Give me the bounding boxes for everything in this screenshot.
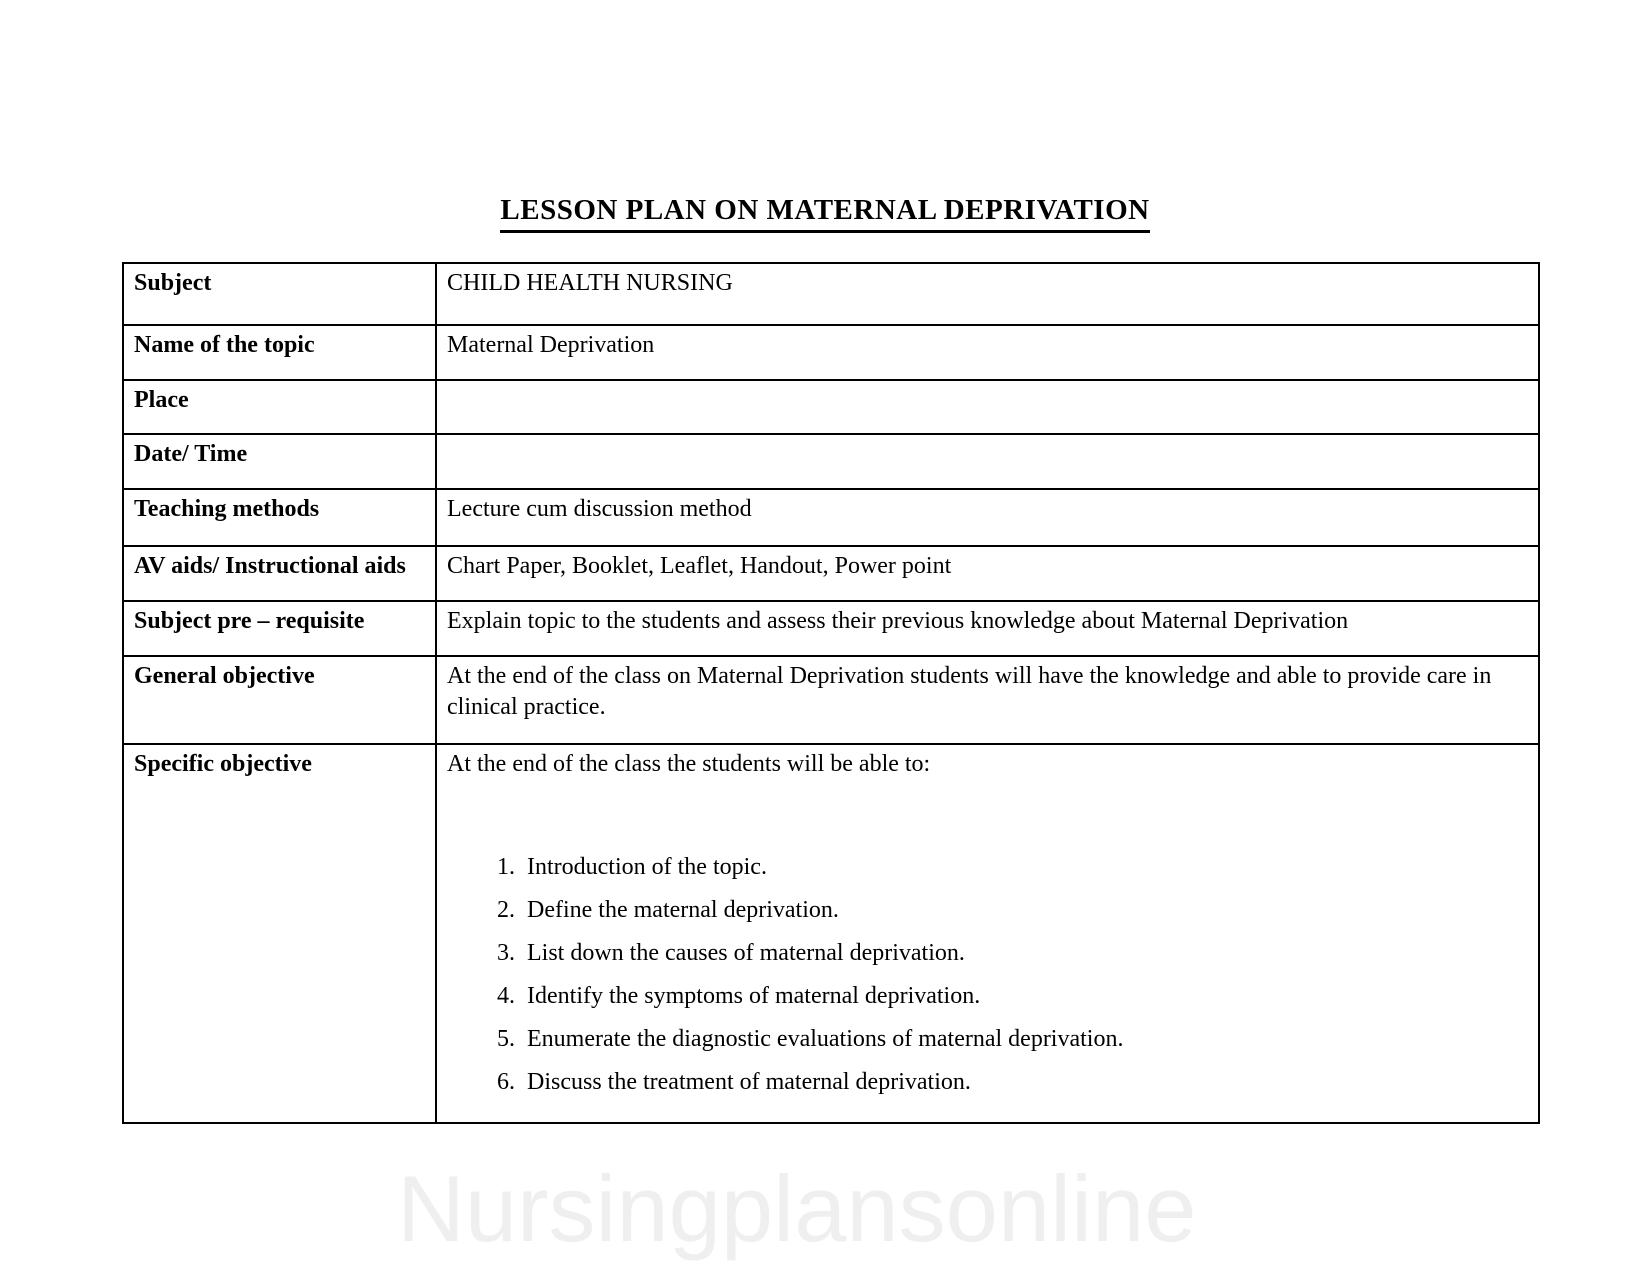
list-item: 2. Define the maternal deprivation.: [521, 895, 1530, 926]
table-row-av-aids: [123, 546, 1539, 601]
list-item: 5. Enumerate the diagnostic evaluations of maternal deprivation.: [521, 1024, 1530, 1055]
objectives-list: [447, 852, 1530, 1098]
row-label: Date/ Time: [123, 434, 436, 489]
row-value: [436, 434, 1539, 489]
row-label: General objective: [123, 656, 436, 744]
row-value: Explain topic to the students and assess their previous knowledge about Maternal Deprivation: [436, 601, 1539, 656]
row-label: Place: [123, 380, 436, 434]
table-row-pre-requisite: [123, 601, 1539, 656]
row-value: Lecture cum discussion method: [436, 489, 1539, 546]
row-value: Maternal Deprivation: [436, 325, 1539, 380]
table-row-topic: [123, 325, 1539, 380]
table-row-place: [123, 380, 1539, 434]
table-row-general-objective: [123, 656, 1539, 744]
table-row-specific-objective: [123, 744, 1539, 1123]
row-label: Specific objective: [123, 744, 436, 1123]
row-label: Name of the topic: [123, 325, 436, 380]
table-row-subject: [123, 263, 1539, 325]
row-value: Chart Paper, Booklet, Leaflet, Handout, Power point: [436, 546, 1539, 601]
row-label: Subject pre – requisite: [123, 601, 436, 656]
page-title: LESSON PLAN ON MATERNAL DEPRIVATION: [500, 192, 1149, 233]
lesson-plan-table: [122, 262, 1540, 1124]
table-row-date-time: [123, 434, 1539, 489]
list-item: 1. Introduction of the topic.: [521, 852, 1530, 883]
list-item: 3. List down the causes of maternal deprivation.: [521, 938, 1530, 969]
specific-objective-intro: At the end of the class the students will be able to:: [447, 751, 931, 777]
row-value: CHILD HEALTH NURSING: [436, 263, 1539, 325]
table-row-teaching-methods: [123, 489, 1539, 546]
row-value: [436, 744, 1539, 1123]
row-label: Subject: [123, 263, 436, 325]
row-value: [436, 380, 1539, 434]
list-item: 6. Discuss the treatment of maternal deprivation.: [521, 1067, 1530, 1098]
watermark: Nursingplansonline: [397, 1156, 1197, 1261]
row-label: Teaching methods: [123, 489, 436, 546]
list-item: 4. Identify the symptoms of maternal deprivation.: [521, 981, 1530, 1012]
row-label: AV aids/ Instructional aids: [123, 546, 436, 601]
row-value: At the end of the class on Maternal Deprivation students will have the knowledge and able to provide care in clinical practice.: [436, 656, 1539, 744]
page-title-container: [0, 192, 1650, 233]
